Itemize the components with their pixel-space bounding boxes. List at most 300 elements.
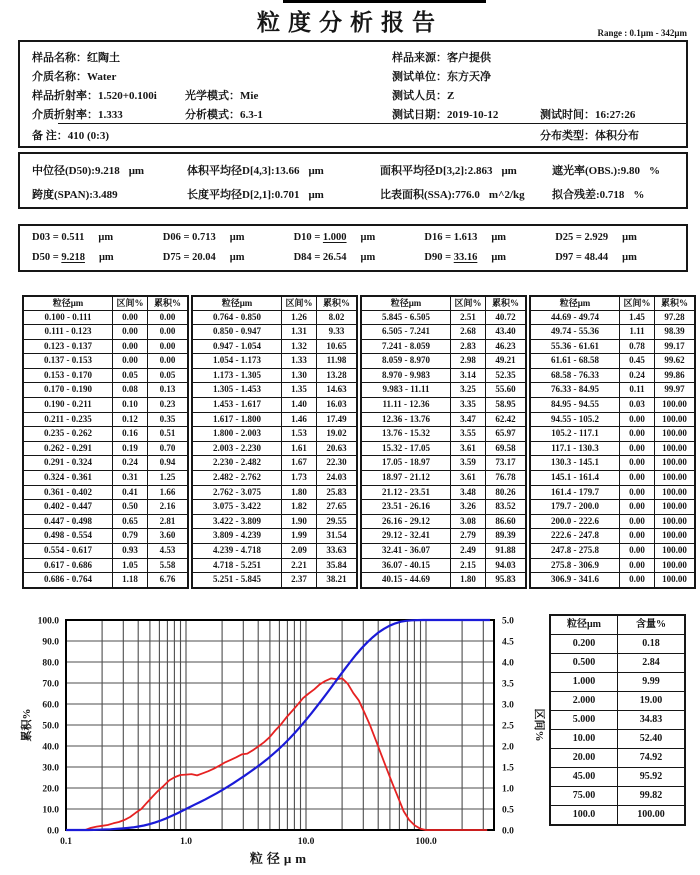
interval-cell: 1.33 [282,354,317,369]
percentile-item: D10 = 1.000 μm [293,232,376,243]
column-header: 区间% [451,296,486,310]
svg-text:40.0: 40.0 [42,742,59,753]
svg-text:10.0: 10.0 [297,837,315,847]
percentile-unit: μm [491,232,507,243]
field-label: 跨度(SPAN): [32,189,93,201]
percentile-item: D03 = 0.511 μm [32,232,114,243]
size-range-cell: 76.33 - 84.95 [530,383,620,398]
svg-text:0.0: 0.0 [502,826,514,837]
size-range-cell: 84.95 - 94.55 [530,398,620,413]
table-row [361,514,526,529]
field-value: Water [87,71,117,83]
cumulative-cell: 100.00 [655,427,696,442]
table-row [530,310,695,325]
interval-cell: 2.21 [282,558,317,573]
field-label: 测试单位： [392,71,447,83]
cumulative-cell: 2.81 [148,514,189,529]
cumulative-cell: 46.23 [486,339,527,354]
svg-text:4.0: 4.0 [502,658,514,669]
size-range-cell: 5.845 - 6.505 [361,310,451,325]
cumulative-cell: 43.40 [486,325,527,340]
column-header: 区间% [282,296,317,310]
interval-cell: 2.98 [451,354,486,369]
size-range-cell: 7.241 - 8.059 [361,339,451,354]
percentile-unit: μm [98,232,114,243]
size-range-cell: 0.170 - 0.190 [23,383,113,398]
interval-cell: 2.51 [451,310,486,325]
interval-cell: 0.00 [620,500,655,515]
size-range-cell: 9.983 - 11.11 [361,383,451,398]
size-range-cell: 0.153 - 0.170 [23,368,113,383]
size-range-cell: 15.32 - 17.05 [361,441,451,456]
size-range-cell: 3.809 - 4.239 [192,529,282,544]
interval-cell: 3.35 [451,398,486,413]
table-row [23,558,188,573]
table-row [361,398,526,413]
field-unit: % [649,165,660,177]
table-row [361,427,526,442]
cumulative-cell: 0.35 [148,412,189,427]
interval-cell: 0.00 [113,354,148,369]
cumulative-cell: 2.16 [148,500,189,515]
cumulative-cell: 10.65 [317,339,358,354]
svg-text:3.5: 3.5 [502,679,514,690]
size-range-cell: 1.800 - 2.003 [192,427,282,442]
table-row [192,427,357,442]
size-range-cell: 0.291 - 0.324 [23,456,113,471]
table-header-row [550,615,685,635]
percentile-item: D75 = 20.04 μm [162,252,245,263]
table-row [550,730,685,749]
percentile-item: D90 = 33.16 μm [424,252,507,263]
size-range-cell: 0.137 - 0.153 [23,354,113,369]
column-header: 累积% [148,296,189,310]
table-row [361,573,526,588]
size-range-cell: 275.8 - 306.9 [530,558,620,573]
size-range-cell: 0.262 - 0.291 [23,441,113,456]
field-label: 样品名称： [32,52,87,64]
distribution-table-group [22,295,189,589]
field-label: 介质折射率： [32,109,98,121]
size-range-cell: 0.947 - 1.054 [192,339,282,354]
cumulative-cell: 27.65 [317,500,358,515]
interval-cell: 0.00 [620,573,655,588]
size-range-cell: 36.07 - 40.15 [361,558,451,573]
table-row [192,573,357,588]
interval-cell: 0.31 [113,471,148,486]
field-value: 0.701 [274,189,300,201]
svg-text:2.5: 2.5 [502,721,514,732]
size-range-cell: 306.9 - 341.6 [530,573,620,588]
median-diameter-field [32,162,144,178]
svg-text:10.0: 10.0 [42,805,59,816]
percentile-name: D16 [424,232,443,243]
cumulative-cell: 62.42 [486,412,527,427]
size-range-cell: 0.764 - 0.850 [192,310,282,325]
percentile-value: 1.613 [453,232,478,243]
cumulative-cell: 100.00 [655,398,696,413]
interval-cell: 2.68 [451,325,486,340]
interval-cell: 0.00 [620,544,655,559]
field-value: 红陶土 [87,52,120,64]
size-range-cell: 1.453 - 1.617 [192,398,282,413]
field-label: 测试时间： [540,109,595,121]
interval-curve [66,678,487,830]
cumulative-cell: 35.84 [317,558,358,573]
table-header-row [192,296,357,310]
interval-cell: 0.11 [620,383,655,398]
size-range-cell: 0.554 - 0.617 [23,544,113,559]
content-cell: 74.92 [618,749,686,768]
percentile-value: 0.713 [192,232,216,243]
size-range-cell: 0.235 - 0.262 [23,427,113,442]
svg-text:3.0: 3.0 [502,700,514,711]
field-value: 0.718 [599,189,625,201]
size-range-cell: 161.4 - 179.7 [530,485,620,500]
cumulative-cell: 5.58 [148,558,189,573]
size-cell: 45.00 [550,768,618,787]
interval-cell: 1.26 [282,310,317,325]
size-cell: 0.500 [550,654,618,673]
interval-cell: 2.83 [451,339,486,354]
table-row [361,485,526,500]
table-header-row [361,296,526,310]
table-row [192,368,357,383]
size-range-cell: 68.58 - 76.33 [530,368,620,383]
medium-name-field [32,68,116,84]
interval-cell: 0.93 [113,544,148,559]
percentile-unit: μm [229,232,245,243]
size-range-cell: 94.55 - 105.2 [530,412,620,427]
span-field [32,186,118,202]
area-mean-diameter-field [380,162,517,178]
interval-cell: 0.00 [620,471,655,486]
table-row [530,514,695,529]
size-range-cell: 222.6 - 247.8 [530,529,620,544]
interval-cell: 0.50 [113,500,148,515]
interval-cell: 1.82 [282,500,317,515]
cumulative-cell: 99.62 [655,354,696,369]
table-row [361,325,526,340]
field-value: 体积分布 [595,130,639,142]
column-header: 区间% [113,296,148,310]
svg-text:100.0: 100.0 [37,616,59,627]
size-range-cell: 12.36 - 13.76 [361,412,451,427]
interval-cell: 3.61 [451,441,486,456]
field-value: Z [447,90,455,102]
table-row [23,412,188,427]
size-range-cell: 32.41 - 36.07 [361,544,451,559]
cumulative-cell: 100.00 [655,456,696,471]
svg-text:20.0: 20.0 [42,784,59,795]
svg-text:1.0: 1.0 [180,837,192,847]
x-axis-title: 粒径μm [249,851,311,866]
obscuration-field [552,162,660,178]
cumulative-cell: 22.30 [317,456,358,471]
table-row [530,339,695,354]
interval-cell: 3.25 [451,383,486,398]
field-value: 1.520+0.100i [98,90,157,102]
interval-cell: 3.61 [451,471,486,486]
size-range-cell: 44.69 - 49.74 [530,310,620,325]
table-row [530,368,695,383]
interval-cell: 1.40 [282,398,317,413]
length-mean-diameter-field [187,186,324,202]
cumulative-cell: 3.60 [148,529,189,544]
size-cell: 2.000 [550,692,618,711]
table-row [550,787,685,806]
size-range-cell: 3.422 - 3.809 [192,514,282,529]
cumulative-cell: 0.00 [148,325,189,340]
cumulative-cell: 8.02 [317,310,358,325]
percentile-name: D50 [32,252,51,263]
table-row [23,500,188,515]
percentile-name: D06 [162,232,181,243]
size-range-cell: 0.324 - 0.361 [23,471,113,486]
interval-cell: 0.00 [113,325,148,340]
table-row [23,310,188,325]
percentile-value: 26.54 [322,252,347,263]
table-row [550,635,685,654]
table-row [23,354,188,369]
cumulative-cell: 76.78 [486,471,527,486]
field-value: 9.80 [620,165,640,177]
size-range-cell: 0.111 - 0.123 [23,325,113,340]
svg-text:70.0: 70.0 [42,679,59,690]
table-row [530,471,695,486]
interval-cell: 0.00 [620,412,655,427]
interval-cell: 0.24 [113,456,148,471]
interval-cell: 0.78 [620,339,655,354]
field-label: 测试人员： [392,90,447,102]
field-unit: % [633,189,645,201]
table-row [23,441,188,456]
cumulative-cell: 95.83 [486,573,527,588]
interval-cell: 3.55 [451,427,486,442]
interval-cell: 2.79 [451,529,486,544]
table-row [23,368,188,383]
field-unit: μm [308,189,324,201]
size-range-cell: 1.173 - 1.305 [192,368,282,383]
remark-separator [58,123,686,124]
cumulative-cell: 19.02 [317,427,358,442]
interval-cell: 1.11 [620,325,655,340]
distribution-type-field [540,127,639,143]
field-label: 遮光率(OBS.): [552,165,621,177]
size-range-cell: 55.36 - 61.61 [530,339,620,354]
size-range-cell: 2.003 - 2.230 [192,441,282,456]
field-value: Mie [240,90,259,102]
interval-cell: 0.00 [620,485,655,500]
percentile-unit: μm [229,252,245,263]
interval-cell: 3.48 [451,485,486,500]
table-row [192,485,357,500]
interval-cell: 1.46 [282,412,317,427]
column-header: 累积% [655,296,696,310]
interval-cell: 0.24 [620,368,655,383]
table-row [361,339,526,354]
cumulative-cell: 100.00 [655,412,696,427]
cumulative-cell: 73.17 [486,456,527,471]
table-row [192,456,357,471]
cumulative-cell: 33.63 [317,544,358,559]
content-cell: 52.40 [618,730,686,749]
table-row [192,383,357,398]
cumulative-cell: 38.21 [317,573,358,588]
size-range-cell: 0.123 - 0.137 [23,339,113,354]
table-row [23,529,188,544]
table-row [550,692,685,711]
distribution-table-group [191,295,358,589]
size-range-cell: 145.1 - 161.4 [530,471,620,486]
size-range-cell: 0.686 - 0.764 [23,573,113,588]
percentile-item: D97 = 48.44 μm [555,252,637,263]
particle-distribution-chart [0,600,545,875]
interval-cell: 0.00 [620,529,655,544]
cumulative-cell: 58.95 [486,398,527,413]
size-range-cell: 17.05 - 18.97 [361,456,451,471]
field-label: 长度平均径D[2,1]: [187,189,275,201]
percentile-unit: μm [360,232,376,243]
field-label: 样品折射率： [32,90,98,102]
cumulative-cell: 97.28 [655,310,696,325]
field-value: 客户提供 [447,52,491,64]
field-value: 6.3-1 [240,109,263,121]
content-cell: 99.82 [618,787,686,806]
table-row [23,573,188,588]
size-range-cell: 117.1 - 130.3 [530,441,620,456]
cumulative-cell: 14.63 [317,383,358,398]
size-range-cell: 29.12 - 32.41 [361,529,451,544]
table-row [361,310,526,325]
table-row [192,310,357,325]
sample-info-box [18,40,688,148]
percentile-name: D10 [293,232,312,243]
cumulative-cell: 13.28 [317,368,358,383]
cumulative-cell: 100.00 [655,441,696,456]
percentile-row [32,232,686,243]
cumulative-cell: 100.00 [655,500,696,515]
table-row [361,471,526,486]
table-row [530,412,695,427]
test-time-field [540,106,635,122]
percentile-unit: μm [491,252,507,263]
cumulative-cell: 49.21 [486,354,527,369]
size-range-cell: 0.211 - 0.235 [23,412,113,427]
cumulative-cell: 80.26 [486,485,527,500]
content-cell: 0.18 [618,635,686,654]
specific-surface-area-field [380,186,525,202]
test-date-field [392,106,498,122]
percentile-unit: μm [622,252,637,263]
cumulative-cell: 55.60 [486,383,527,398]
interval-cell: 3.08 [451,514,486,529]
cumulative-cell: 1.25 [148,471,189,486]
svg-text:50.0: 50.0 [42,721,59,732]
interval-cell: 0.03 [620,398,655,413]
size-cell: 10.00 [550,730,618,749]
field-value: 东方天净 [447,71,491,83]
percentile-value: 9.218 [61,252,85,263]
percentile-row [32,252,686,263]
svg-text:80.0: 80.0 [42,658,59,669]
cumulative-cell: 17.49 [317,412,358,427]
table-row [530,485,695,500]
interval-cell: 0.08 [113,383,148,398]
column-header: 粒径μm [23,296,113,310]
cumulative-cell: 65.97 [486,427,527,442]
interval-cell: 0.00 [620,558,655,573]
percentile-item: D84 = 26.54 μm [293,252,376,263]
table-row [23,485,188,500]
table-row [550,749,685,768]
report-title: 粒度分析报告 [257,10,443,35]
table-row [361,441,526,456]
cumulative-cell: 1.66 [148,485,189,500]
cumulative-cell: 0.51 [148,427,189,442]
size-range-cell: 0.617 - 0.686 [23,558,113,573]
column-header: 粒径μm [550,615,618,635]
size-range-cell: 247.8 - 275.8 [530,544,620,559]
table-row [361,412,526,427]
size-range-cell: 8.059 - 8.970 [361,354,451,369]
interval-cell: 0.05 [113,368,148,383]
percentile-value: 0.511 [61,232,85,243]
svg-text:0.0: 0.0 [47,826,59,837]
size-range-cell: 0.447 - 0.498 [23,514,113,529]
content-cell: 9.99 [618,673,686,692]
interval-cell: 1.90 [282,514,317,529]
size-range-cell: 11.11 - 12.36 [361,398,451,413]
table-row [530,529,695,544]
svg-text:60.0: 60.0 [42,700,59,711]
field-value: 2019-10-12 [447,109,499,121]
interval-cell: 1.53 [282,427,317,442]
interval-cell: 2.09 [282,544,317,559]
table-row [361,500,526,515]
table-row [23,325,188,340]
field-label: 样品来源： [392,52,447,64]
size-range-cell: 4.718 - 5.251 [192,558,282,573]
field-label: 拟合残差: [552,189,600,201]
field-unit: μm [501,165,517,177]
field-label: 光学模式： [185,90,240,102]
column-header: 累积% [486,296,527,310]
table-row [530,500,695,515]
table-row [550,806,685,826]
percentile-item: D06 = 0.713 μm [162,232,245,243]
cumulative-cell: 20.63 [317,441,358,456]
cumulative-cell: 69.58 [486,441,527,456]
key-sizes-table-inner [549,614,686,826]
distribution-table-group [529,295,696,589]
table-row [192,558,357,573]
table-row [23,398,188,413]
table-row [530,441,695,456]
cumulative-cell: 0.70 [148,441,189,456]
percentile-value: 2.929 [584,232,609,243]
svg-text:30.0: 30.0 [42,763,59,774]
percentile-name: D84 [293,252,312,263]
percentile-unit: μm [98,252,114,263]
table-row [23,514,188,529]
interval-cell: 0.45 [620,354,655,369]
interval-cell: 1.67 [282,456,317,471]
cumulative-cell: 0.94 [148,456,189,471]
size-range-cell: 130.3 - 145.1 [530,456,620,471]
interval-cell: 1.32 [282,339,317,354]
left-axis-title: 累积% [21,708,33,742]
